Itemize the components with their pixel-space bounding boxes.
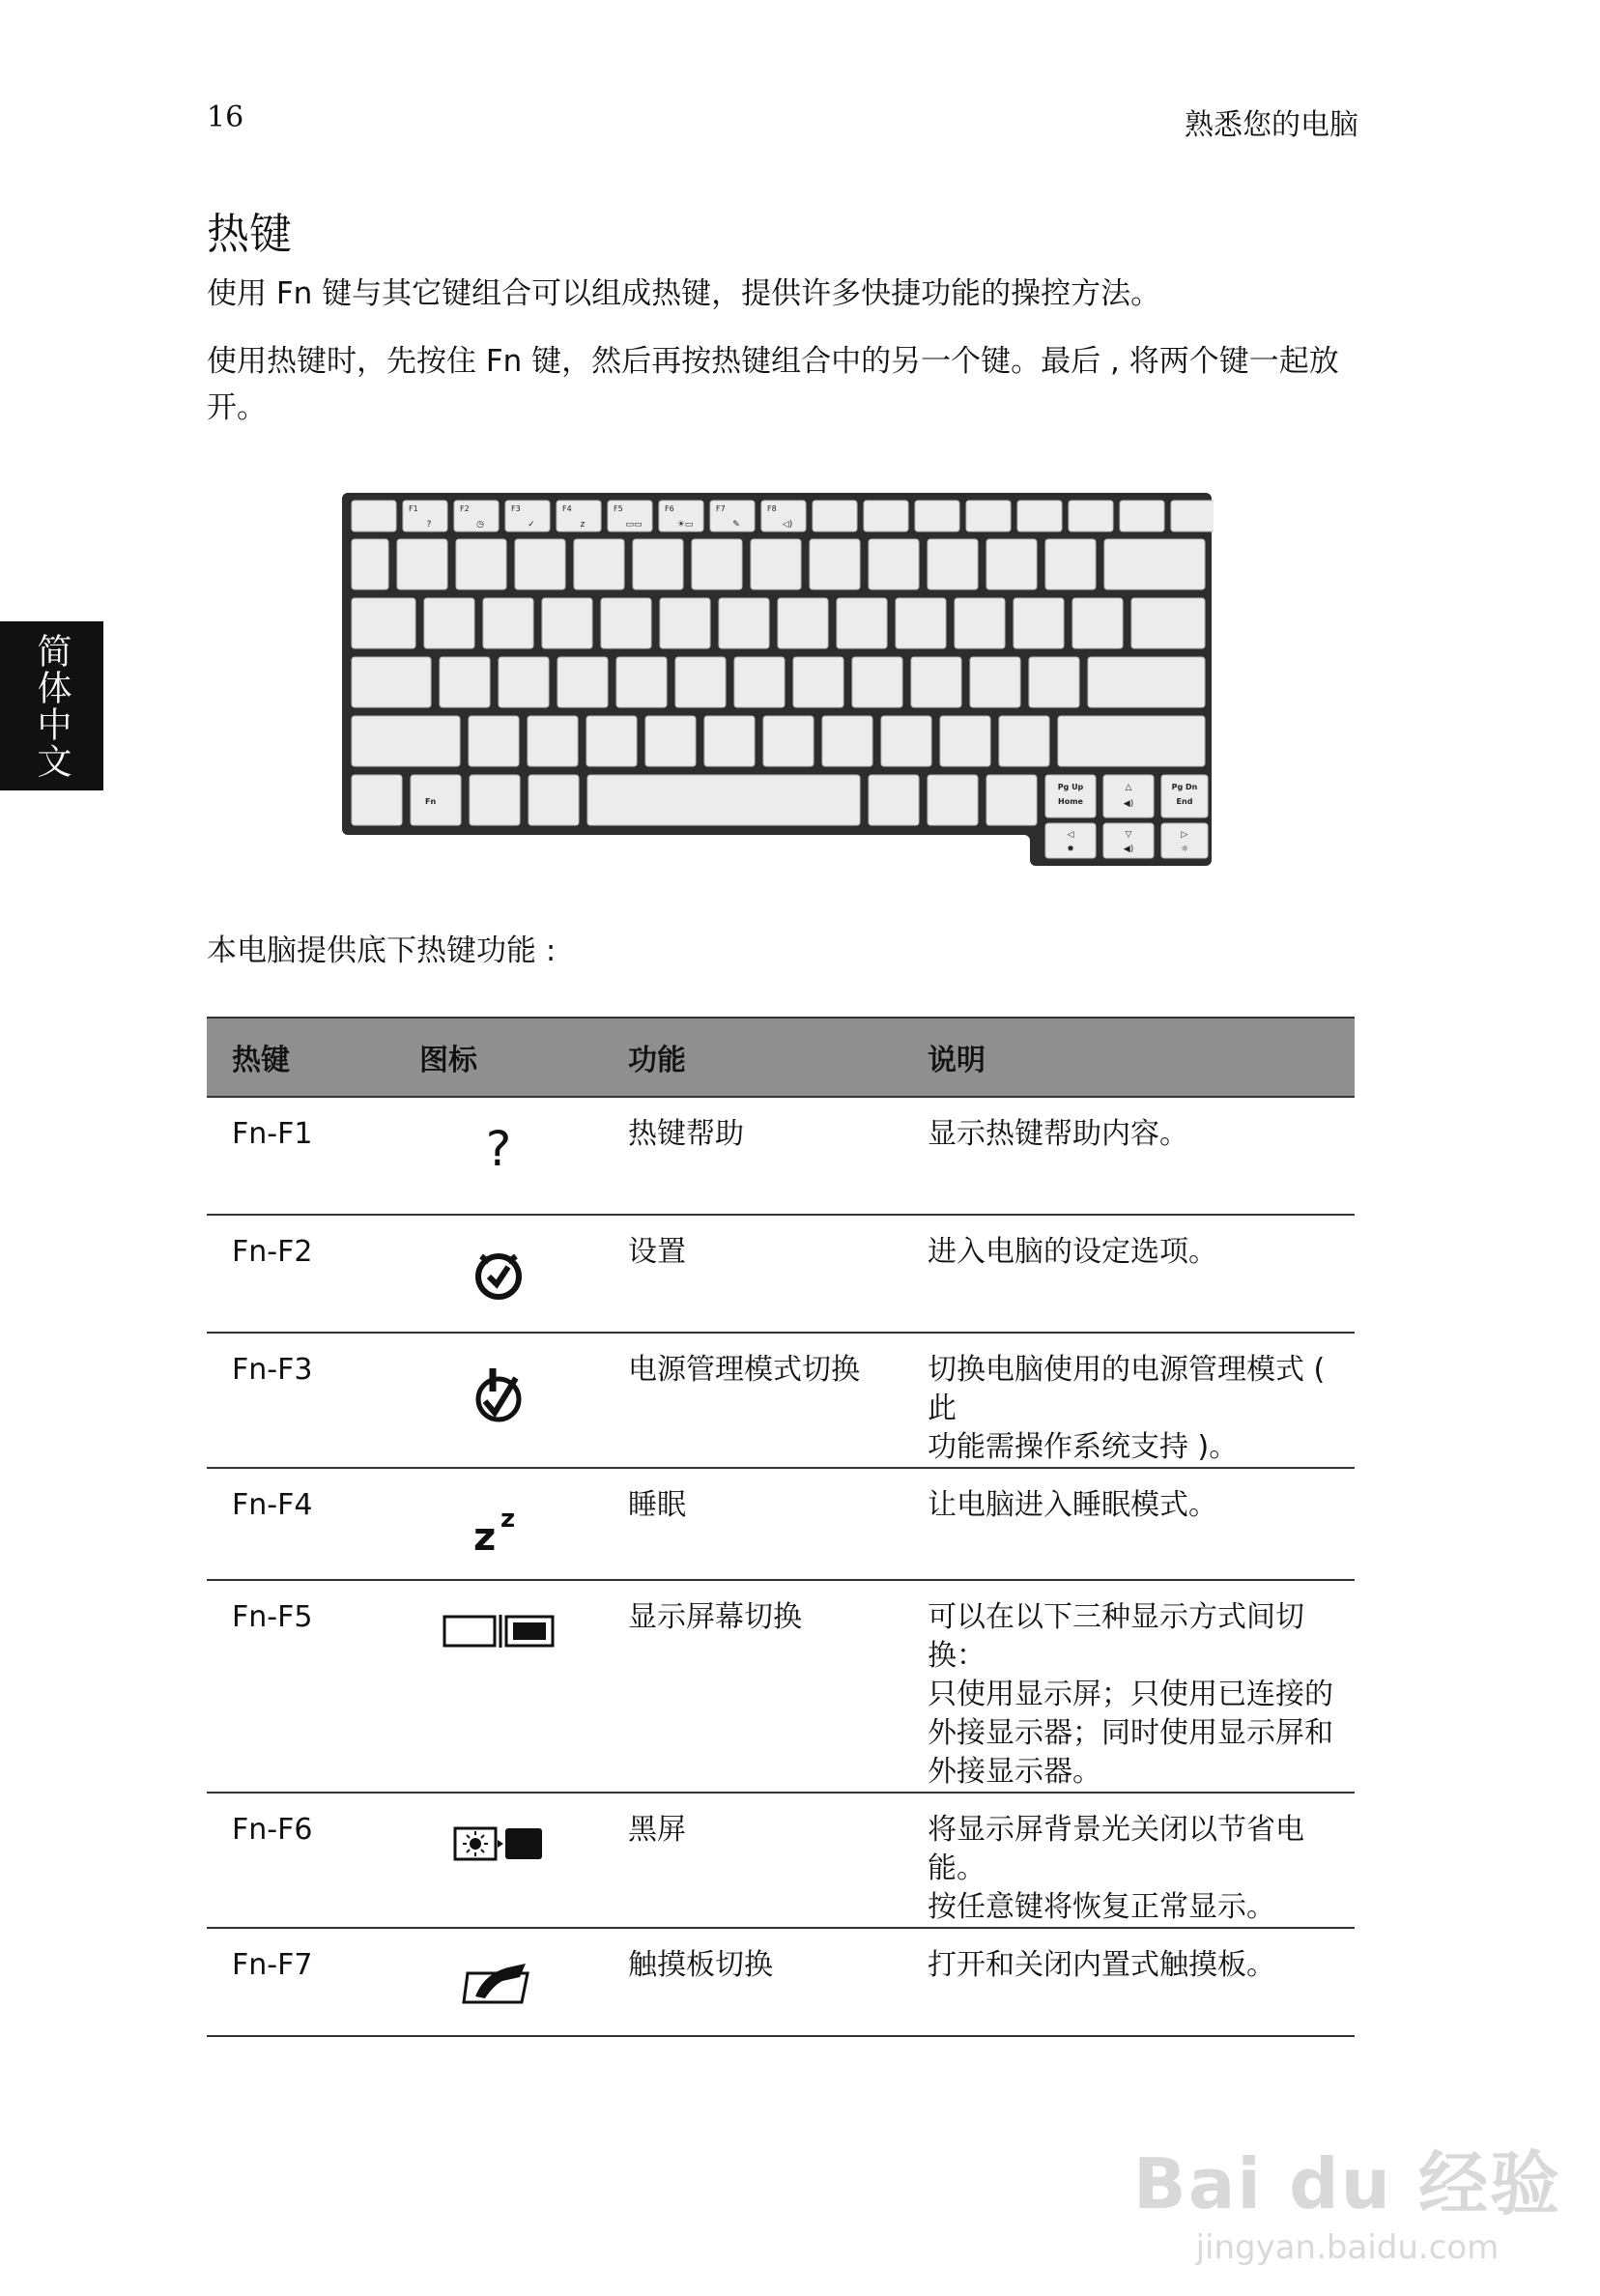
keyboard-key — [928, 775, 978, 825]
keyboard-key — [928, 539, 978, 589]
baidu-watermark — [1133, 2128, 1561, 2267]
screen-blank-icon — [453, 1824, 544, 1863]
function-key-glyph: ? — [426, 520, 432, 530]
keyboard-key — [557, 657, 608, 707]
keyboard-key — [574, 539, 624, 589]
up-arrow-key — [1103, 775, 1154, 818]
brightness-down-glyph: ✹ — [1067, 845, 1074, 854]
keyboard-key — [424, 598, 474, 648]
usage-paragraph: 使用热键时，先按住 Fn 键，然后再按热键组合中的另一个键。最后 , 将两个键一起放开。 — [207, 344, 1339, 425]
hotkey-cell: Fn-F2 — [207, 1215, 394, 1333]
keyboard-key — [810, 539, 860, 589]
keyboard-key — [1088, 657, 1205, 707]
function-key-glyph: ☀▭ — [676, 520, 694, 530]
table-row — [207, 1793, 1355, 1928]
description-cell: 切换电脑使用的电源管理模式 ( 此 功能需操作系统支持 )。 — [902, 1333, 1355, 1468]
function-key-label: F2 — [460, 504, 470, 513]
description-cell: 将显示屏背景光关闭以节省电能。 按任意键将恢复正常显示。 — [902, 1793, 1355, 1928]
keyboard-key — [352, 598, 415, 648]
keyboard-key — [869, 539, 919, 589]
header-icon: 图标 — [394, 1018, 603, 1097]
keyboard-key — [352, 775, 402, 825]
display-toggle-icon — [443, 1612, 555, 1650]
function-key-label: F6 — [665, 504, 674, 513]
table-row — [207, 1097, 1355, 1215]
function-key-glyph: ◷ — [476, 520, 484, 530]
keyboard-key — [515, 539, 565, 589]
keyboard-key — [869, 775, 919, 825]
keyboard-key — [601, 598, 651, 648]
function-key — [966, 501, 1011, 531]
keyboard-key — [660, 598, 710, 648]
function-key-glyph: ✓ — [528, 520, 535, 530]
keyboard-key — [940, 716, 990, 766]
table-row — [207, 1928, 1355, 2036]
function-cell: 黑屏 — [603, 1793, 902, 1928]
hotkey-cell: Fn-F4 — [207, 1468, 394, 1580]
function-key-label: F3 — [511, 504, 521, 513]
keyboard-key — [529, 775, 579, 825]
keyboard-key — [852, 657, 902, 707]
keyboard-key — [352, 716, 460, 766]
table-row — [207, 1215, 1355, 1333]
language-side-tab-label: 简体中文 — [32, 632, 71, 780]
section-title: 热键 — [207, 210, 292, 259]
keyboard-key — [542, 598, 592, 648]
pgup-home-key — [1045, 775, 1096, 818]
header-hotkey: 热键 — [207, 1018, 394, 1097]
keyboard-key — [616, 657, 667, 707]
function-key-label: F4 — [562, 504, 572, 513]
keyboard-key — [793, 657, 843, 707]
language-side-tab — [0, 621, 103, 790]
header-function: 功能 — [603, 1018, 902, 1097]
description-cell: 打开和关闭内置式触摸板。 — [902, 1928, 1355, 2036]
description-cell: 显示热键帮助内容。 — [902, 1097, 1355, 1215]
keyboard-key — [483, 598, 533, 648]
keyboard-key — [633, 539, 683, 589]
running-header: 熟悉您的电脑 — [1185, 108, 1358, 142]
keyboard-key — [896, 598, 946, 648]
space-key — [587, 775, 860, 825]
function-key — [1171, 501, 1214, 531]
keyboard-key — [1104, 539, 1205, 589]
pgdn-label: Pg Dn — [1171, 783, 1198, 791]
keyboard-key — [692, 539, 742, 589]
keyboard-key — [1014, 598, 1064, 648]
watermark-url: jingyan.baidu.com — [1195, 2228, 1500, 2267]
table-row — [207, 1468, 1355, 1580]
keyboard-key — [1058, 716, 1205, 766]
keyboard-key — [911, 657, 961, 707]
keyboard-key — [469, 716, 519, 766]
table-row — [207, 1580, 1355, 1793]
keyboard-key — [822, 716, 872, 766]
function-cell: 设置 — [603, 1215, 902, 1333]
description-cell: 让电脑进入睡眠模式。 — [902, 1468, 1355, 1580]
function-cell: 显示屏幕切换 — [603, 1580, 902, 1793]
description-cell: 进入电脑的设定选项。 — [902, 1215, 1355, 1333]
volume-down-glyph: ◀) — [1123, 845, 1134, 854]
function-key-label: F1 — [409, 504, 418, 513]
function-key — [864, 501, 908, 531]
keyboard-key — [837, 598, 887, 648]
volume-up-glyph: ◀) — [1123, 799, 1134, 809]
hotkey-cell: Fn-F5 — [207, 1580, 394, 1793]
icon-cell — [394, 1928, 603, 2036]
table-header-row — [207, 1018, 1355, 1097]
icon-cell — [394, 1580, 603, 1793]
keyboard-key — [970, 657, 1020, 707]
keyboard-key — [955, 598, 1005, 648]
function-key-label: F8 — [767, 504, 777, 513]
keyboard-key — [704, 716, 755, 766]
header-description: 说明 — [902, 1018, 1355, 1097]
hotkey-cell: Fn-F7 — [207, 1928, 394, 2036]
end-label: End — [1176, 797, 1193, 806]
function-cell: 热键帮助 — [603, 1097, 902, 1215]
function-key-glyph: z — [580, 520, 586, 530]
brightness-up-glyph: ☼ — [1180, 845, 1189, 854]
hotkey-cell: Fn-F3 — [207, 1333, 394, 1468]
keyboard-key — [999, 716, 1049, 766]
down-arrow-glyph: ▽ — [1125, 830, 1132, 840]
page-number: 16 — [207, 100, 244, 134]
function-key-label: F5 — [614, 504, 623, 513]
home-label: Home — [1058, 797, 1083, 806]
keyboard-key — [1045, 539, 1096, 589]
icon-cell — [394, 1468, 603, 1580]
setup-clock-icon — [471, 1247, 526, 1301]
hotkey-cell: Fn-F6 — [207, 1793, 394, 1928]
keyboard-key — [470, 775, 520, 825]
touchpad-toggle-icon — [460, 1960, 537, 2006]
function-key — [1017, 501, 1062, 531]
function-key — [813, 501, 857, 531]
power-management-icon — [471, 1364, 526, 1424]
hotkey-cell: Fn-F1 — [207, 1097, 394, 1215]
function-cell: 触摸板切换 — [603, 1928, 902, 2036]
keyboard-key — [719, 598, 769, 648]
keyboard-key — [528, 716, 578, 766]
table-row — [207, 1333, 1355, 1468]
keyboard-key — [1072, 598, 1123, 648]
function-key-label: F7 — [716, 504, 726, 513]
sleep-zz-icon — [470, 1500, 528, 1554]
icon-cell — [394, 1793, 603, 1928]
keyboard-key — [499, 657, 549, 707]
fn-key-label: Fn — [425, 797, 437, 806]
keyboard-key — [440, 657, 490, 707]
keyboard-key — [352, 657, 431, 707]
keyboard-key — [986, 775, 1037, 825]
function-cell: 睡眠 — [603, 1468, 902, 1580]
intro-paragraph: 使用 Fn 键与其它键组合可以组成热键，提供许多快捷功能的操控方法。 — [207, 276, 1161, 311]
keyboard-key — [352, 539, 388, 589]
keyboard-key — [734, 657, 785, 707]
question-mark-icon: ? — [485, 1121, 512, 1177]
watermark-logo: Bai du 经验 — [1132, 2143, 1561, 2224]
hotkey-table — [207, 1017, 1355, 2037]
function-key-glyph: ◁) — [782, 520, 793, 530]
left-arrow-glyph: ◁ — [1067, 830, 1074, 840]
icon-cell — [394, 1215, 603, 1333]
function-key — [1120, 501, 1164, 531]
description-cell: 可以在以下三种显示方式间切换： 只使用显示屏；只使用已连接的 外接显示器；同时使用显示屏和 外接显示器。 — [902, 1580, 1355, 1793]
svg-text:z: z — [500, 1505, 516, 1534]
icon-cell — [394, 1097, 603, 1215]
keyboard-key — [763, 716, 814, 766]
function-key — [1069, 501, 1113, 531]
keyboard-key — [586, 716, 637, 766]
keyboard-key — [397, 539, 447, 589]
function-cell: 电源管理模式切换 — [603, 1333, 902, 1468]
function-key-glyph: ✎ — [732, 520, 740, 530]
keyboard-key — [1029, 657, 1079, 707]
keyboard-diagram — [340, 491, 1214, 868]
keyboard-key — [645, 716, 696, 766]
keyboard-key — [675, 657, 726, 707]
up-arrow-glyph: △ — [1125, 783, 1132, 792]
table-intro: 本电脑提供底下热键功能 : — [207, 933, 557, 968]
function-key-glyph: ▭▭ — [625, 520, 643, 530]
icon-cell — [394, 1333, 603, 1468]
right-arrow-glyph: ▷ — [1181, 830, 1188, 840]
keyboard-key — [881, 716, 931, 766]
function-key — [915, 501, 959, 531]
svg-text:z: z — [473, 1515, 497, 1554]
keyboard-key — [456, 539, 506, 589]
pgup-label: Pg Up — [1057, 783, 1084, 791]
keyboard-key — [986, 539, 1037, 589]
pgdn-end-key — [1161, 775, 1208, 818]
function-key — [352, 501, 396, 531]
keyboard-key — [751, 539, 801, 589]
keyboard-key — [1131, 598, 1205, 648]
keyboard-key — [778, 598, 828, 648]
